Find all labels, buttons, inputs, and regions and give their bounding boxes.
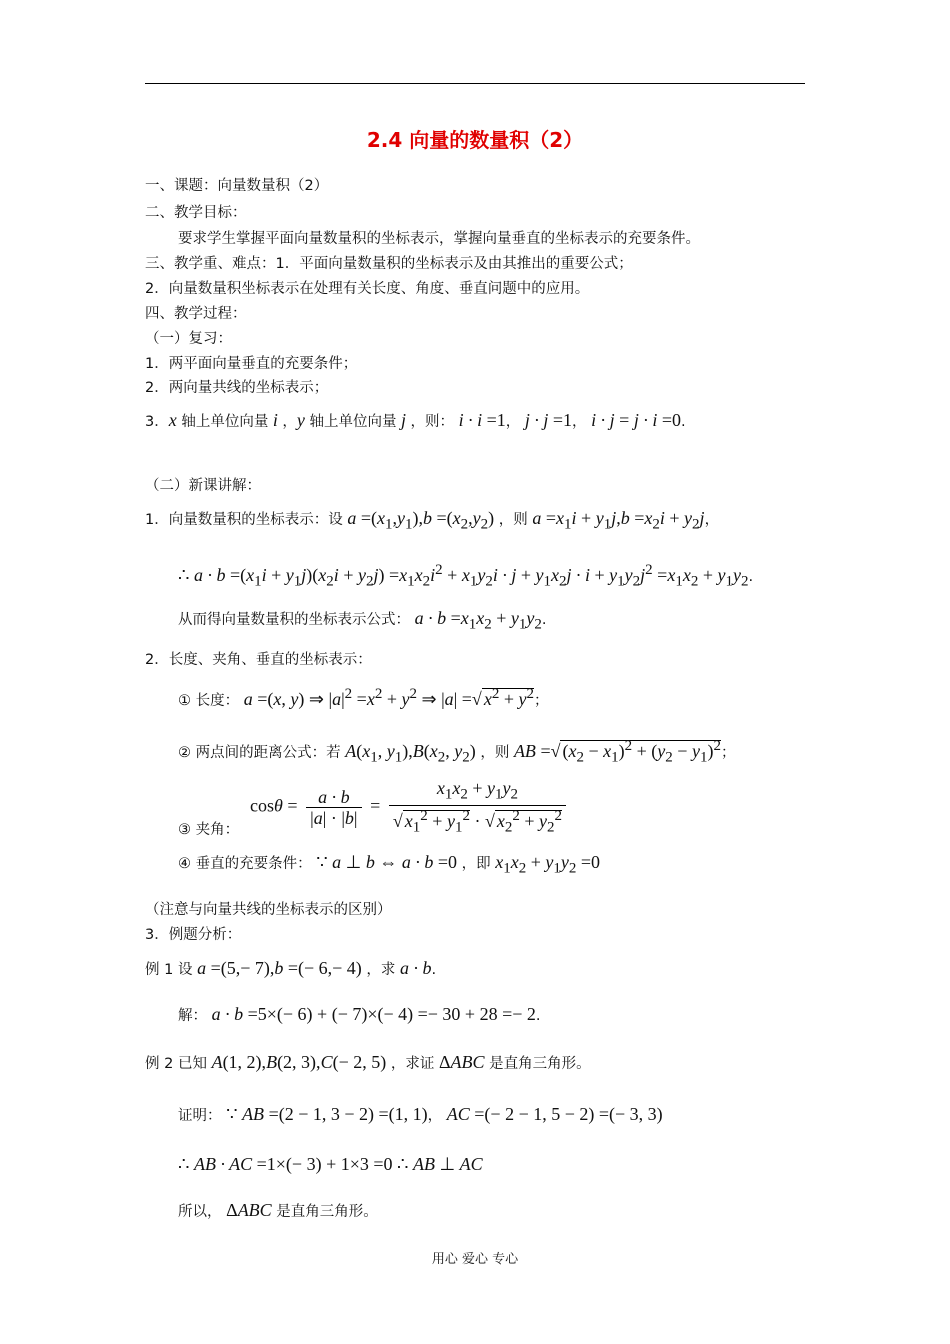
page-title: 2.4 向量的数量积（2） [366, 128, 584, 152]
text-line: 三、教学重、难点：1．平面向量数量积的坐标表示及由其推出的重要公式； [145, 256, 633, 272]
text-line: （二）新课讲解： [145, 478, 261, 494]
page-footer: 用心 爱心 专心 [431, 1252, 519, 1267]
text-line: （一）复习： [145, 331, 232, 347]
text-line: 解： a · b =5×(− 6) + (− 7)×(− 4) =− 30 + 28 =− 2. [178, 1004, 541, 1024]
text-line: 要求学生掌握平面向量数量积的坐标表示，掌握向量垂直的坐标表示的充要条件。 [178, 231, 700, 247]
text-line: ② 两点间的距离公式：若 $A(x_1$, $y_1),B(x_2$, $y_2$) ，则 AB =√ $(x_2 - x_1)^2 + (y_2 - y_1)^2$； [178, 738, 736, 766]
text-line: 2．向量数量积坐标表示在处理有关长度、角度、垂直问题中的应用。 [145, 281, 590, 297]
text-line: 例 2 已知 A(1, 2),B(2, 3),C(− 2, 5) ，求证 ΔABC 是直角三角形。 [145, 1052, 591, 1072]
text-line: cosθ = $\frac{a \cdot b}{|a| \cdot |b|}$ = $\frac{x_1x_2 + y_1y_2}{√ x_1^2 + y_1^2 \cdot √ x_2^2 + y_2^2}$ [250, 778, 570, 837]
header-rule [145, 83, 805, 84]
text-line: 3．x 轴上单位向量 i ，y 轴上单位向量 j ，则： i · i =1， j · j =1， i · j = j · i =0. [145, 410, 686, 430]
text-line: 所以， ΔABC 是直角三角形。 [178, 1200, 378, 1220]
text-line: ③ 夹角： [178, 822, 240, 838]
text-line: 3．例题分析： [145, 927, 242, 943]
text-line: 1．向量数量积的坐标表示：设 $a =(x_1,y_1),b =(x_2,y_2)$ ，则 $a =x_1i + y_1j,b =x_2i + y_2j$， [145, 508, 720, 533]
text-line: 2．两向量共线的坐标表示； [145, 380, 329, 396]
text-line: 证明： ∵ AB =(2 − 1, 3 − 2) =(1, 1)， AC =(− 2 − 1, 5 − 2) =(− 3, 3) [178, 1104, 663, 1124]
text-line: 1．两平面向量垂直的充要条件； [145, 356, 358, 372]
text-line: ∴ AB · AC =1×(− 3) + 1×3 =0 ∴ AB ⊥ AC [178, 1154, 483, 1174]
text-line: 从而得向量数量积的坐标表示公式： $a \cdot b =x_1x_2 + y_1y_2$. [178, 608, 547, 633]
text-line: ∴ $a \cdot b =(x_1i + y_1j)(x_2i + y_2j) =x_1x_2i^2 + x_1y_2i \cdot j + y_1x_2j \cdot i + y_1y_2j^2 =x_1x_2 + y_1y_2$. [178, 562, 754, 590]
text-line: ④ 垂直的充要条件： ∵ a ⊥ b ⇔ a · b =0 ，即 $x_1x_2 + y_1y_2 =0$ [178, 852, 601, 877]
text-line: 2．长度、夹角、垂直的坐标表示： [145, 652, 372, 668]
text-line: 四、教学过程： [145, 306, 247, 322]
text-line: 二、教学目标： [145, 205, 247, 221]
text-line: 例 1 设 a =(5,− 7),b =(− 6,− 4) ，求 a · b. [145, 958, 437, 978]
text-line: 一、课题：向量数量积（2） [145, 178, 329, 194]
text-line: ① 长度： a =(x, y) ⇒ $|a|^2 =x^2 + y^2$ ⇒ |a| =√ $x^2 + y^2$； [178, 686, 549, 709]
text-line: （注意与向量共线的坐标表示的区别） [145, 902, 392, 918]
